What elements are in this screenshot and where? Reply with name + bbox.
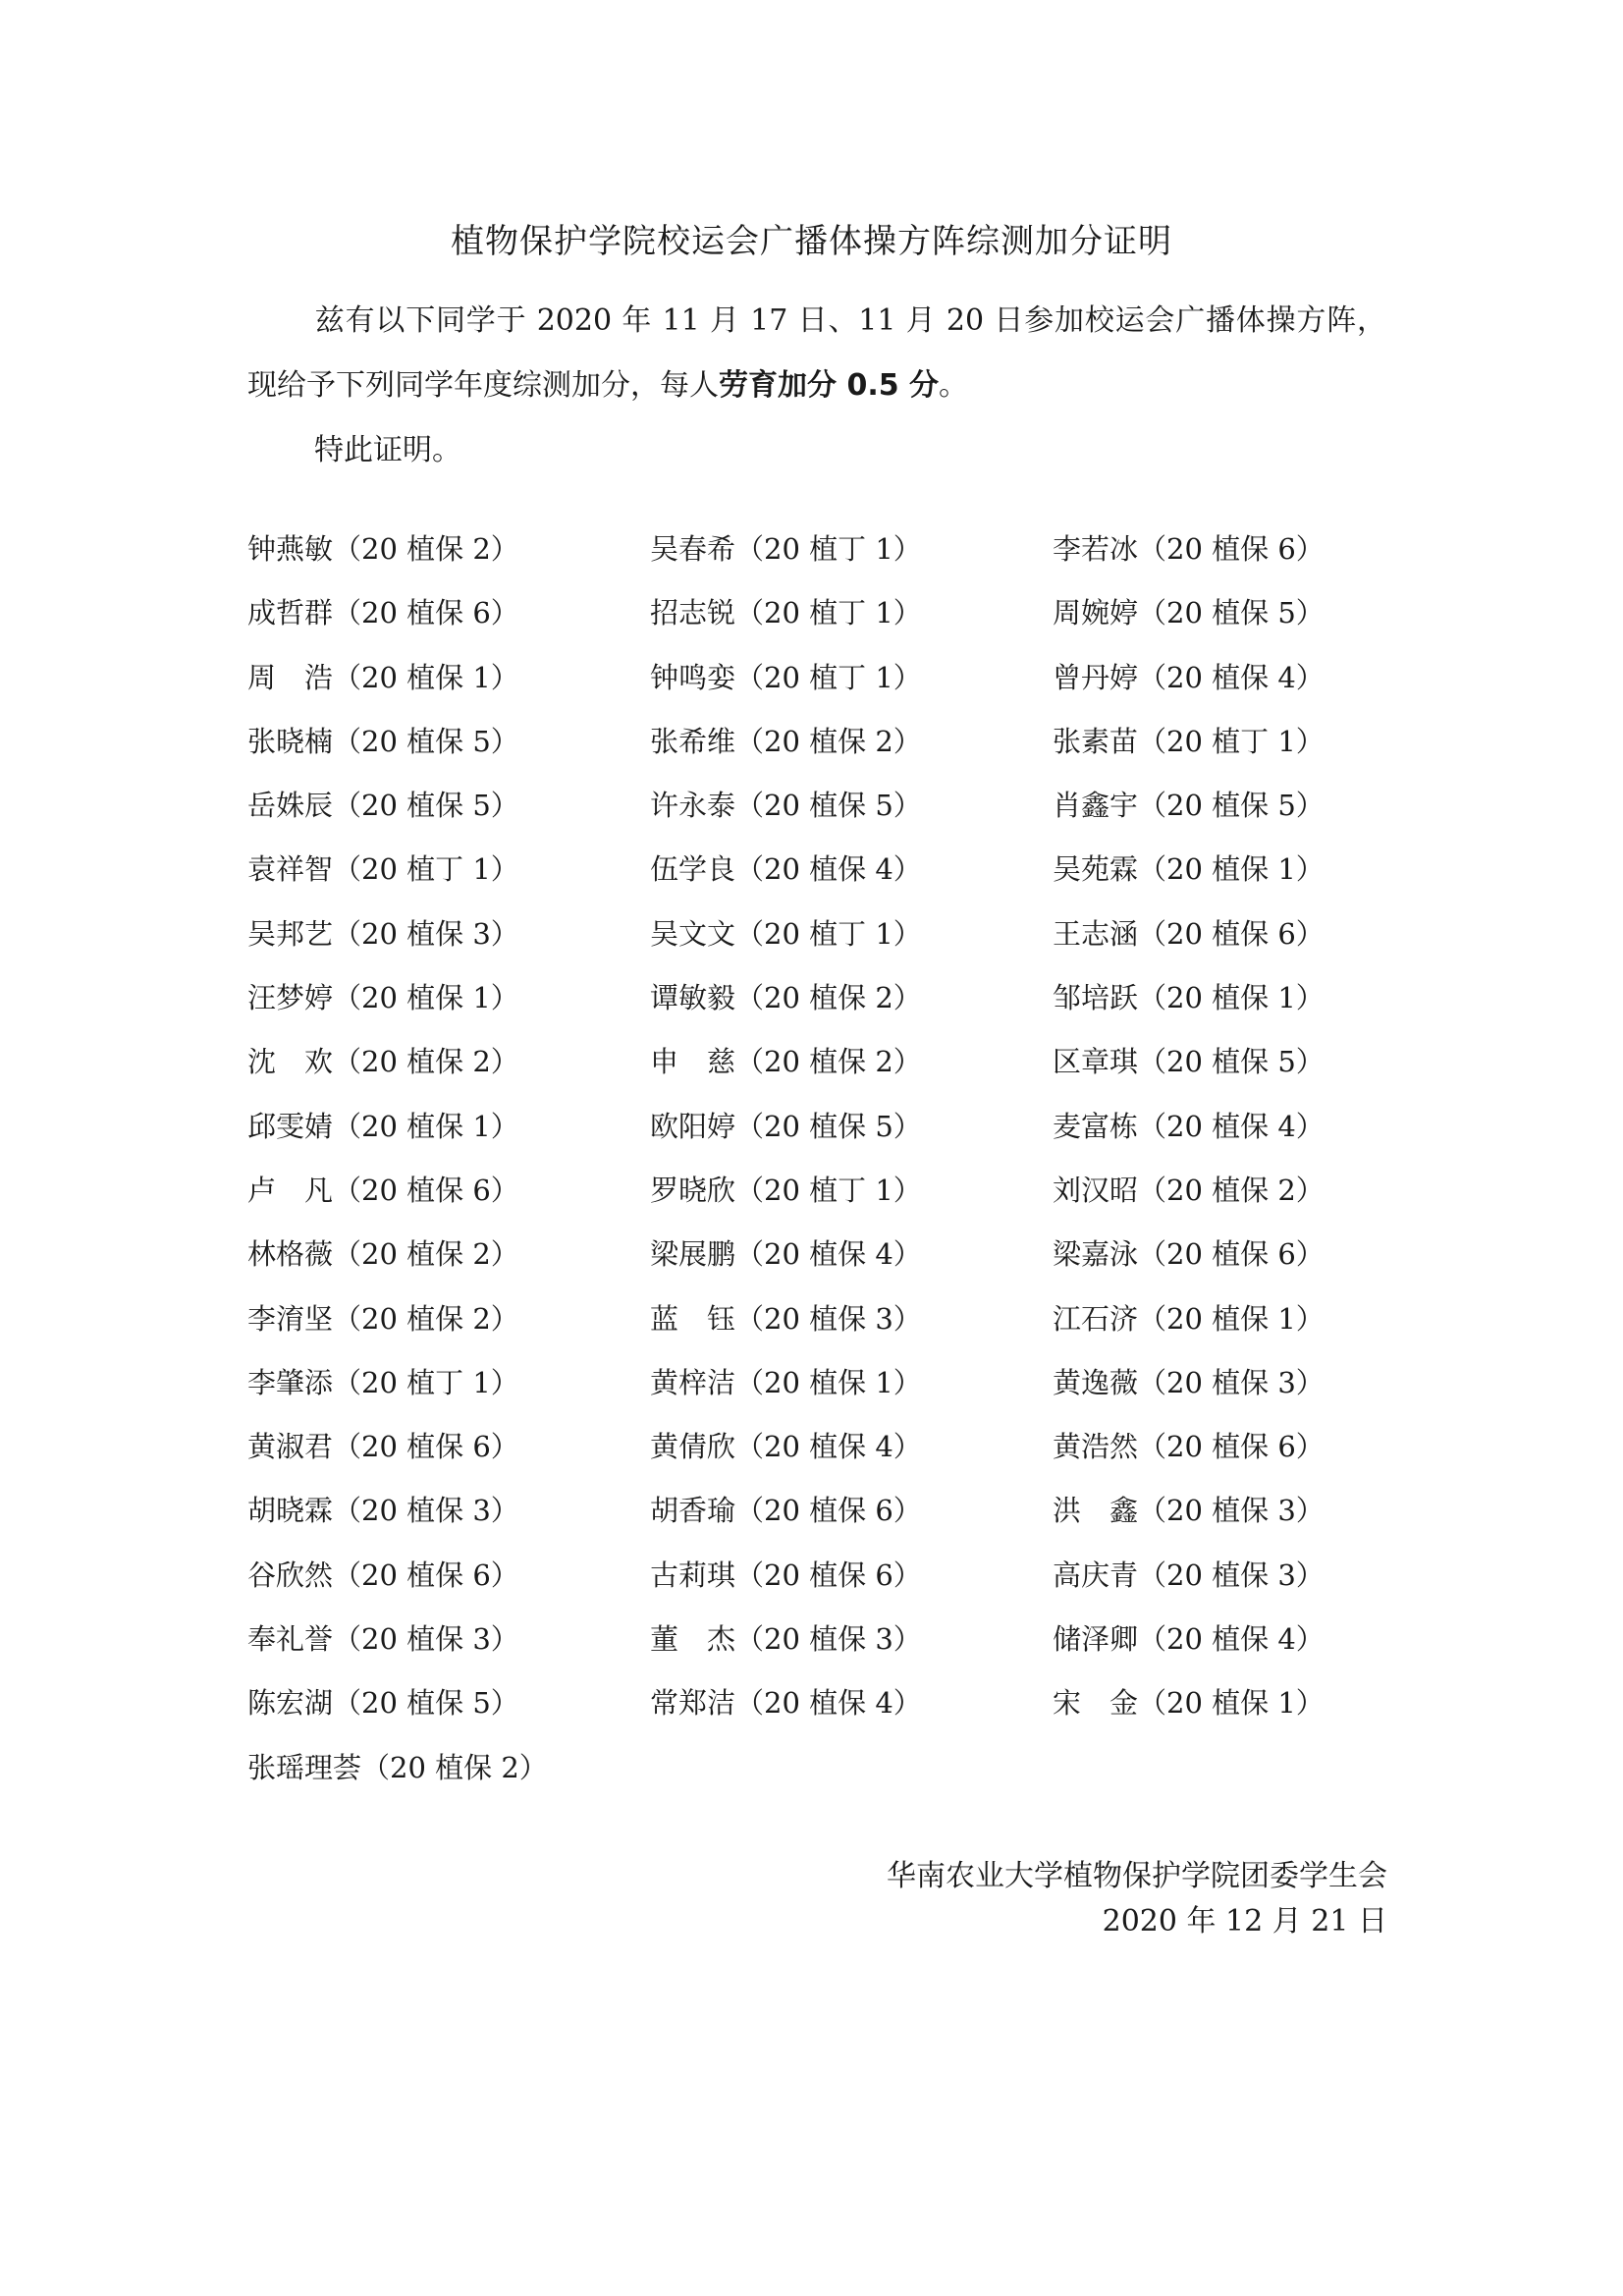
name-entry: 古莉琪（20 植保 6）	[650, 1558, 922, 1592]
name-entry: 王志涵（20 植保 6）	[1053, 916, 1325, 951]
name-entry: 谷欣然（20 植保 6）	[247, 1558, 519, 1592]
name-entry: 蓝 钰（20 植保 3）	[650, 1301, 922, 1336]
signature-date: 2020 年 12 月 21 日	[1102, 1904, 1387, 1939]
certification-text: 特此证明。	[314, 433, 461, 467]
intro-text-end: 。	[939, 368, 969, 403]
name-entry: 谭敏毅（20 植保 2）	[650, 981, 922, 1015]
name-entry: 邹培跃（20 植保 1）	[1053, 981, 1325, 1015]
name-entry: 刘汉昭（20 植保 2）	[1053, 1173, 1325, 1207]
name-entry: 高庆青（20 植保 3）	[1053, 1558, 1325, 1592]
name-entry: 周 浩（20 植保 1）	[247, 660, 519, 694]
name-entry: 黄梓洁（20 植保 1）	[650, 1365, 922, 1399]
certification-paragraph	[247, 418, 1386, 483]
document-title: 植物保护学院校运会广播体操方阵综测加分证明	[451, 222, 1172, 261]
name-entry: 洪 鑫（20 植保 3）	[1053, 1494, 1325, 1528]
name-entry: 胡香瑜（20 植保 6）	[650, 1494, 922, 1528]
name-entry: 钟鸣娈（20 植丁 1）	[650, 660, 922, 694]
name-entry: 宋 金（20 植保 1）	[1053, 1686, 1325, 1721]
name-entry: 袁祥智（20 植丁 1）	[247, 852, 519, 887]
name-entry: 麦富栋（20 植保 4）	[1053, 1109, 1325, 1143]
names-list	[247, 518, 1426, 1800]
name-entry: 常郑洁（20 植保 4）	[650, 1686, 922, 1721]
name-entry: 吴文文（20 植丁 1）	[650, 916, 922, 951]
name-entry: 钟燕敏（20 植保 2）	[247, 532, 519, 566]
name-entry: 吴春希（20 植丁 1）	[650, 532, 922, 566]
name-entry: 许永泰（20 植保 5）	[650, 789, 922, 823]
intro-paragraph	[247, 289, 1386, 418]
name-entry: 张希维（20 植保 2）	[650, 724, 922, 758]
name-entry: 林格薇（20 植保 2）	[247, 1237, 519, 1272]
name-entry: 吴苑霖（20 植保 1）	[1053, 852, 1325, 887]
name-entry: 欧阳婷（20 植保 5）	[650, 1109, 922, 1143]
name-entry: 黄逸薇（20 植保 3）	[1053, 1365, 1325, 1399]
name-entry: 李若冰（20 植保 6）	[1053, 532, 1325, 566]
name-entry: 申 慈（20 植保 2）	[650, 1045, 922, 1079]
name-entry: 黄浩然（20 植保 6）	[1053, 1430, 1325, 1464]
name-entry: 黄淑君（20 植保 6）	[247, 1430, 519, 1464]
name-entry: 区章琪（20 植保 5）	[1053, 1045, 1325, 1079]
name-entry: 成哲群（20 植保 6）	[247, 596, 519, 630]
name-entry: 吴邦艺（20 植保 3）	[247, 916, 519, 951]
name-entry: 张瑶理荟（20 植保 2）	[247, 1750, 548, 1784]
intro-text: 兹有以下同学于 2020 年 11 月 17 日、11 月 20 日参加校运会广播体操方阵，现给予下列同学年度综测加分，每人	[247, 303, 1386, 403]
name-entry: 梁嘉泳（20 植保 6）	[1053, 1237, 1325, 1272]
name-entry: 伍学良（20 植保 4）	[650, 852, 922, 887]
name-entry: 储泽卿（20 植保 4）	[1053, 1622, 1325, 1657]
name-entry: 张素苗（20 植丁 1）	[1053, 724, 1325, 758]
name-entry: 邱雯婧（20 植保 1）	[247, 1109, 519, 1143]
name-entry: 汪梦婷（20 植保 1）	[247, 981, 519, 1015]
name-entry: 胡晓霖（20 植保 3）	[247, 1494, 519, 1528]
name-entry: 董 杰（20 植保 3）	[650, 1622, 922, 1657]
name-entry: 李肇添（20 植丁 1）	[247, 1365, 519, 1399]
name-entry: 梁展鹏（20 植保 4）	[650, 1237, 922, 1272]
name-entry: 江石济（20 植保 1）	[1053, 1301, 1325, 1336]
name-entry: 肖鑫宇（20 植保 5）	[1053, 789, 1325, 823]
name-entry: 周婉婷（20 植保 5）	[1053, 596, 1325, 630]
intro-bold-text: 劳育加分 0.5 分	[719, 368, 940, 403]
name-entry: 招志锐（20 植丁 1）	[650, 596, 922, 630]
name-entry: 奉礼誉（20 植保 3）	[247, 1622, 519, 1657]
signature-organization: 华南农业大学植物保护学院团委学生会	[887, 1859, 1387, 1893]
name-entry: 罗晓欣（20 植丁 1）	[650, 1173, 922, 1207]
signature-block	[887, 1854, 1387, 1944]
name-entry: 陈宏湖（20 植保 5）	[247, 1686, 519, 1721]
name-entry: 李淯坚（20 植保 2）	[247, 1301, 519, 1336]
name-entry: 曾丹婷（20 植保 4）	[1053, 660, 1325, 694]
name-entry: 岳姝辰（20 植保 5）	[247, 789, 519, 823]
name-entry: 黄倩欣（20 植保 4）	[650, 1430, 922, 1464]
name-entry: 沈 欢（20 植保 2）	[247, 1045, 519, 1079]
name-entry: 卢 凡（20 植保 6）	[247, 1173, 519, 1207]
name-entry: 张晓楠（20 植保 5）	[247, 724, 519, 758]
